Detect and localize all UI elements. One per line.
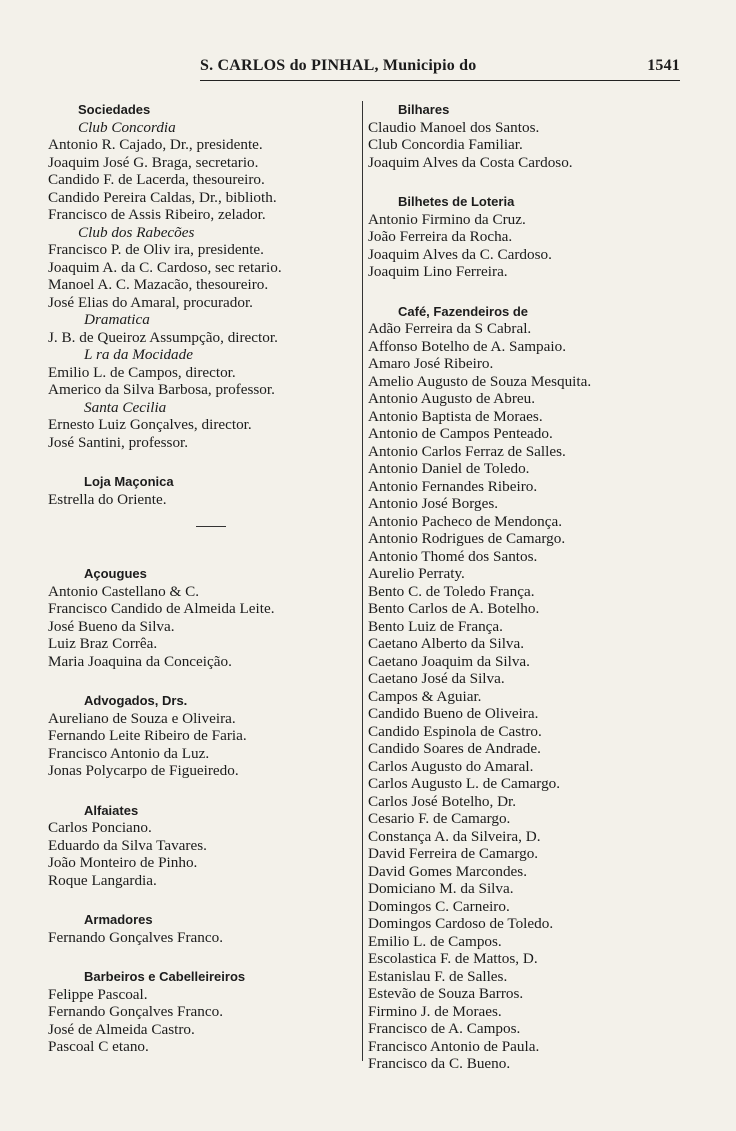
entry-list: [48, 491, 366, 509]
entry: Carlos Augusto do Amaral.: [368, 757, 534, 775]
entry: Aurelio Perraty.: [368, 565, 465, 582]
section-heading: Barbeiros e Cabelleireiros: [84, 969, 246, 984]
subsection-heading: Club Concordia: [78, 118, 176, 136]
entry-list: [48, 364, 366, 399]
page-number: 1541: [647, 57, 680, 74]
entry: Campos & Aguiar.: [368, 687, 482, 705]
entry: Jonas Polycarpo de Figueiredo.: [48, 762, 239, 779]
entry: Candido Espinola de Castro.: [368, 722, 542, 740]
section-heading: Açougues: [84, 566, 147, 581]
entry: Antonio Castellano & C.: [48, 582, 200, 600]
entry: Firmino J. de Moraes.: [368, 1002, 502, 1020]
header-rule: [200, 80, 680, 81]
entry: José de Almeida Castro.: [48, 1020, 195, 1038]
entry-list: [368, 211, 708, 281]
entry: Candido Soares de Andrade.: [368, 740, 541, 757]
entry: Antonio R. Cajado, Dr., presidente.: [48, 136, 263, 153]
entry: Americo da Silva Barbosa, professor.: [48, 381, 275, 398]
entry: Cesario F. de Camargo.: [368, 810, 511, 827]
entry: Claudio Manoel dos Santos.: [368, 118, 540, 136]
entry-list: [48, 583, 366, 671]
entry: Fernando Leite Ribeiro de Faria.: [48, 727, 247, 744]
entry: Bento C. de Toledo França.: [368, 582, 535, 600]
entry: Joaquim A. da C. Cardoso, sec retario.: [48, 258, 282, 276]
entry: Francisco Antonio de Paula.: [368, 1037, 540, 1055]
entry: Francisco P. de Oliv ira, presidente.: [48, 241, 264, 258]
entry: Antonio Daniel de Toledo.: [368, 460, 530, 477]
right-column: [368, 101, 708, 1073]
entry: Joaquim Lino Ferreira.: [368, 263, 508, 280]
entry: Candido F. de Lacerda, thesoureiro.: [48, 171, 265, 188]
entry: Aureliano de Souza e Oliveira.: [48, 709, 236, 727]
entry: Maria Joaquina da Conceição.: [48, 652, 232, 670]
entry: Francisco Antonio da Luz.: [48, 744, 210, 762]
entry-list: [48, 819, 366, 889]
entry: Carlos José Botelho, Dr.: [368, 792, 517, 810]
entry: Estanislau F. de Salles.: [368, 967, 508, 985]
entry: Luiz Braz Corrêa.: [48, 635, 158, 652]
entry: José Elias do Amaral, procurador.: [48, 293, 253, 311]
entry: Estevão de Souza Barros.: [368, 985, 524, 1002]
entry: Antonio Rodrigues de Camargo.: [368, 530, 566, 547]
entry-list: [48, 241, 366, 311]
entry: Candido Bueno de Oliveira.: [368, 705, 539, 722]
entry: Carlos Ponciano.: [48, 819, 152, 836]
entry-list: [48, 416, 366, 451]
entry: Domiciano M. da Silva.: [368, 880, 514, 897]
entry: Pascoal C etano.: [48, 1038, 149, 1055]
entry: Amelio Augusto de Souza Mesquita.: [368, 372, 592, 390]
page-header: [200, 57, 680, 79]
entry: Candido Pereira Caldas, Dr., biblioth.: [48, 188, 277, 206]
entry: Caetano Alberto da Silva.: [368, 635, 525, 652]
entry: Francisco de A. Campos.: [368, 1020, 521, 1037]
entry: Francisco da C. Bueno.: [368, 1055, 511, 1072]
entry: Caetano José da Silva.: [368, 670, 505, 687]
entry-list: [48, 710, 366, 780]
entry: Affonso Botelho de A. Sampaio.: [368, 337, 566, 355]
entry-list: [368, 320, 708, 1073]
section-heading: Sociedades: [78, 102, 151, 117]
entry: Antonio José Borges.: [368, 495, 499, 512]
entry: Fernando Gonçalves Franco.: [48, 1003, 224, 1020]
running-title: S. CARLOS do PINHAL, Municipio do: [200, 57, 477, 74]
entry: Antonio Baptista de Moraes.: [368, 407, 543, 425]
entry-list: [48, 136, 366, 224]
subsection-heading: Club dos Rabecões: [78, 223, 195, 241]
entry: Francisco Candido de Almeida Leite.: [48, 600, 275, 617]
section-heading: Bilhares: [398, 102, 450, 117]
entry: Antonio Thomé dos Santos.: [368, 547, 538, 565]
entry: Domingos C. Carneiro.: [368, 897, 510, 915]
entry: José Santini, professor.: [48, 433, 189, 451]
entry: José Bueno da Silva.: [48, 617, 175, 635]
entry: David Gomes Marcondes.: [368, 862, 528, 880]
left-column: [48, 101, 366, 1056]
entry: Estrella do Oriente.: [48, 490, 167, 508]
entry: Escolastica F. de Mattos, D.: [368, 950, 538, 967]
entry: Bento Luiz de França.: [368, 617, 503, 635]
entry: Carlos Augusto L. de Camargo.: [368, 775, 561, 792]
section-heading: Alfaiates: [84, 802, 139, 818]
entry: João Monteiro de Pinho.: [48, 854, 198, 871]
subsection-heading: Dramatica: [84, 311, 150, 328]
entry: Antonio Carlos Ferraz de Salles.: [368, 442, 566, 460]
entry: Ernesto Luiz Gonçalves, director.: [48, 416, 252, 433]
entry: Eduardo da Silva Tavares.: [48, 836, 207, 854]
subsection-heading: L ra da Mocidade: [84, 346, 193, 363]
entry: J. B. de Queiroz Assumpção, director.: [48, 328, 278, 346]
entry: Constança A. da Silveira, D.: [368, 827, 541, 845]
entry: Roque Langardia.: [48, 871, 157, 889]
section-heading: Café, Fazendeiros de: [398, 303, 529, 319]
entry-list: [48, 329, 366, 347]
section-heading: Armadores: [84, 912, 153, 927]
entry: João Ferreira da Rocha.: [368, 228, 513, 245]
entry-list: [48, 986, 366, 1056]
entry: Joaquim José G. Braga, secretario.: [48, 153, 259, 171]
entry: Antonio Fernandes Ribeiro.: [368, 477, 538, 495]
subsection-heading: Santa Cecilia: [84, 398, 167, 416]
entry: Antonio Pacheco de Mendonça.: [368, 512, 563, 530]
entry: Adão Ferreira da S Cabral.: [368, 320, 532, 337]
entry-list: [368, 119, 708, 172]
entry: David Ferreira de Camargo.: [368, 845, 539, 862]
section-heading: Loja Maçonica: [84, 474, 174, 489]
entry: Antonio Augusto de Abreu.: [368, 390, 536, 407]
entry: Bento Carlos de A. Botelho.: [368, 600, 540, 617]
entry: Emilio L. de Campos.: [368, 932, 502, 950]
entry: Joaquim Alves da C. Cardoso.: [368, 245, 552, 263]
entry: Emilio L. de Campos, director.: [48, 363, 236, 381]
entry: Joaquim Alves da Costa Cardoso.: [368, 153, 573, 171]
entry: Fernando Gonçalves Franco.: [48, 928, 224, 946]
section-heading: Advogados, Drs.: [84, 693, 188, 708]
entry: Manoel A. C. Mazacão, thesoureiro.: [48, 276, 269, 293]
entry: Antonio de Campos Penteado.: [368, 425, 553, 442]
entry: Felippe Pascoal.: [48, 985, 148, 1003]
entry: Domingos Cardoso de Toledo.: [368, 915, 554, 932]
entry: Club Concordia Familiar.: [368, 136, 523, 153]
entry-list: [48, 929, 366, 947]
entry: Amaro José Ribeiro.: [368, 355, 494, 372]
entry: Antonio Firmino da Cruz.: [368, 210, 526, 228]
section-heading: Bilhetes de Loteria: [398, 194, 515, 209]
entry: Caetano Joaquim da Silva.: [368, 652, 530, 670]
entry: Francisco de Assis Ribeiro, zelador.: [48, 206, 266, 223]
